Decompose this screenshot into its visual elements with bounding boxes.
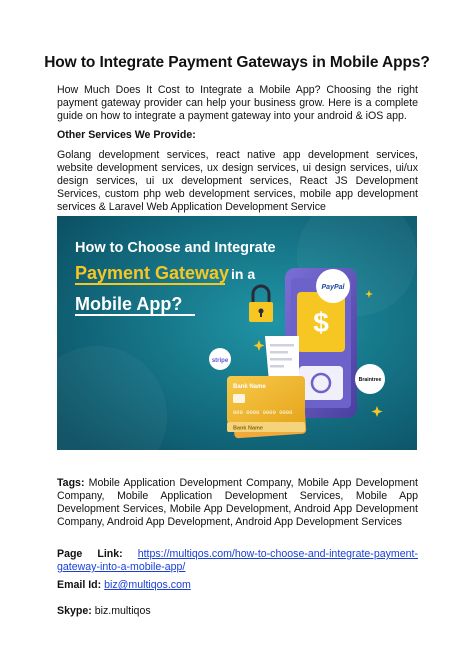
intro-paragraph: How Much Does It Cost to Integrate a Mobile App? Choosing the right payment gateway provider can help your business grow. Here is a complete guide on how to integrate a payment gateway into your android & iOS app. (57, 84, 418, 123)
page-link[interactable]: https://multiqos.com/how-to-choose-and-integrate-payment-gateway-into-a-mobile-app/ (57, 548, 418, 574)
stripe-label: stripe (211, 358, 229, 364)
tags-label: Tags: (57, 477, 85, 489)
paypal-badge (316, 269, 350, 303)
credit-card-icon (227, 376, 306, 438)
banner-line-1: How to Choose and Integrate (75, 240, 276, 256)
tags-paragraph (57, 477, 418, 529)
services-paragraph: Golang development services, react native app development services, website development services, ux design services, ui design services, ui/ux design services, ui ux development services, React JS Development Services, custom php web development services, mobile app development services & Laravel Web Application Development Service (57, 149, 418, 214)
paypal-label: PayPal (321, 284, 345, 291)
skype-line (57, 605, 418, 618)
banner-line-2: Payment Gateway (75, 263, 230, 283)
banner-line-2-suffix: in a (231, 266, 256, 282)
card-number: 000 0000 0000 0000 (233, 409, 293, 416)
email-link[interactable]: biz@multiqos.com (104, 579, 191, 591)
card-bank-name: Bank Name (233, 384, 266, 390)
email-label: Email Id: (57, 579, 102, 591)
tags-text: Mobile Application Development Company, Mobile App Development Company, Mobile Application Development Services, Mobile App Development Services, Mobile App Development, Android App Development Company, Android App Development, Android App Development Services (57, 477, 418, 529)
skype-value: biz.multiqos (94, 605, 151, 617)
receipt-icon (265, 336, 299, 382)
braintree-label: Braintree (358, 377, 382, 383)
braintree-badge (355, 364, 385, 394)
card-name-bottom: Bank Name (233, 425, 263, 432)
banner-image (57, 216, 417, 450)
stripe-badge (209, 348, 231, 370)
services-heading: Other Services We Provide: (57, 129, 196, 141)
page-link-label: Page Link: (57, 548, 123, 560)
skype-label: Skype: (57, 605, 92, 617)
page-link-paragraph (57, 548, 418, 574)
svg-text:$: $ (313, 307, 329, 338)
email-line (57, 579, 418, 592)
page-title: How to Integrate Payment Gateways in Mobile Apps? (44, 54, 430, 71)
banner-line-3: Mobile App? (75, 294, 183, 314)
